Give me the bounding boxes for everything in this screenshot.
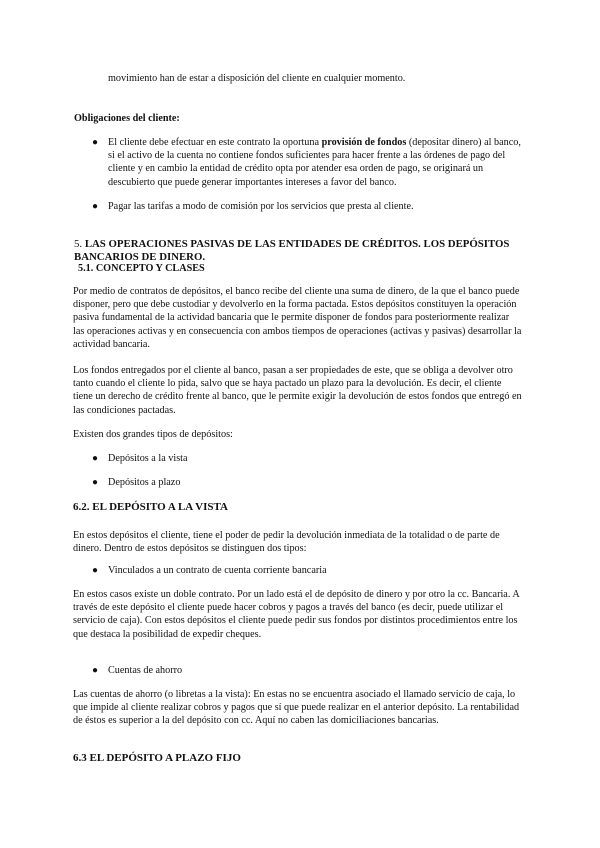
vista-type-item: Cuentas de ahorro xyxy=(108,665,183,676)
obligacion-text-pre: El cliente debe efectuar en este contrato la oportuna xyxy=(108,137,322,148)
bullet-marker: ● xyxy=(92,137,99,148)
section-5-paragraph-1: Por medio de contratos de depósitos, el banco recibe del cliente una suma de dinero, de la que el banco puede disponer, pero que debe custodiar y devolverlo en la forma pactada. Estos depósitos constituyen la operación pasiva fundamental de la actividad bancaria que le permite disponer de fondos para posteriormente realizar las operaciones activas y en consecuencia con ambos tiempos de operaciones (activas y pasivas) desarrollar la actividad bancaria. xyxy=(73,286,522,350)
obligacion-item-tarifas: Pagar las tarifas a modo de comisión por los servicios que presta al cliente. xyxy=(108,201,414,212)
section-5-number: 5. xyxy=(74,238,83,250)
section-6-3-heading: 6.3 EL DEPÓSITO A PLAZO FIJO xyxy=(73,752,241,764)
bullet-marker: ● xyxy=(92,665,99,676)
bullet-marker: ● xyxy=(92,453,99,464)
section-5-title: LAS OPERACIONES PASIVAS DE LAS ENTIDADES DE CRÉDITOS. LOS DEPÓSITOS BANCARIOS DE DINERO. xyxy=(74,238,510,263)
tipo-deposito-item: Depósitos a la vista xyxy=(108,453,188,464)
section-5-paragraph-3: Existen dos grandes tipos de depósitos: xyxy=(73,429,233,440)
vista-type-item: Vinculados a un contrato de cuenta corriente bancaria xyxy=(108,565,327,576)
section-6-2-paragraph-1: En estos depósitos el cliente, tiene el poder de pedir la devolución inmediata de la totalidad o de parte de dinero. Dentro de estos depósitos se distinguen dos tipos: xyxy=(73,530,500,555)
section-6-2-paragraph-3: Las cuentas de ahorro (o libretas a la vista): En estas no se encuentra asociado el llamado servicio de caja, lo que impide al cliente realizar cobros y pagos que sí que puede realizar en el anterior depósito. La rentabilidad de éstos es superior a la del depósito con cc. Aquí no caben las domiciliaciones bancarias. xyxy=(73,689,520,727)
tipo-deposito-item: Depósitos a plazo xyxy=(108,477,181,488)
section-5-heading xyxy=(74,238,554,263)
continuation-line: movimiento han de estar a disposición del cliente en cualquier momento. xyxy=(108,73,406,84)
bullet-marker: ● xyxy=(92,565,99,576)
section-6-2-heading: 6.2. EL DEPÓSITO A LA VISTA xyxy=(73,501,228,513)
obligacion-item-provision xyxy=(108,136,528,189)
obligaciones-heading: Obligaciones del cliente: xyxy=(74,113,180,124)
section-5-paragraph-2: Los fondos entregados por el cliente al banco, pasan a ser propiedades de este, que se obliga a devolver otro tanto cuando el cliente lo pida, salvo que se haya pactado un plazo para la devolución. Es decir, el cliente tiene un derecho de crédito frente al banco, que le permite exigir la devolución de estos fondos que entregó en las condiciones pactadas. xyxy=(73,365,522,416)
section-6-2-paragraph-2: En estos casos existe un doble contrato. Por un lado está el de depósito de dinero y por otro la cc. Bancaria. A través de este depósito el cliente puede hacer cobros y pagos a través del banco (es decir, puede utilizar el servicio de caja). Con estos depósitos el cliente puede pedir sus fondos por distintos procedimientos entre los que destaca la posibilidad de expedir cheques. xyxy=(73,589,520,640)
bullet-marker: ● xyxy=(92,477,99,488)
obligacion-text-post: (depositar dinero) al banco, si el activo de la cuenta no contiene fondos suficientes para hacer frente a las órdenes de pago del cliente y en cambio la entidad de crédito opta por atender esa orden de pago, se originará un descubierto que puede generar importantes intereses a favor del banco. xyxy=(108,137,521,188)
bullet-marker: ● xyxy=(92,201,99,212)
section-5-1-heading: 5.1. CONCEPTO Y CLASES xyxy=(78,263,205,274)
provision-de-fondos-term: provisión de fondos xyxy=(321,137,407,148)
